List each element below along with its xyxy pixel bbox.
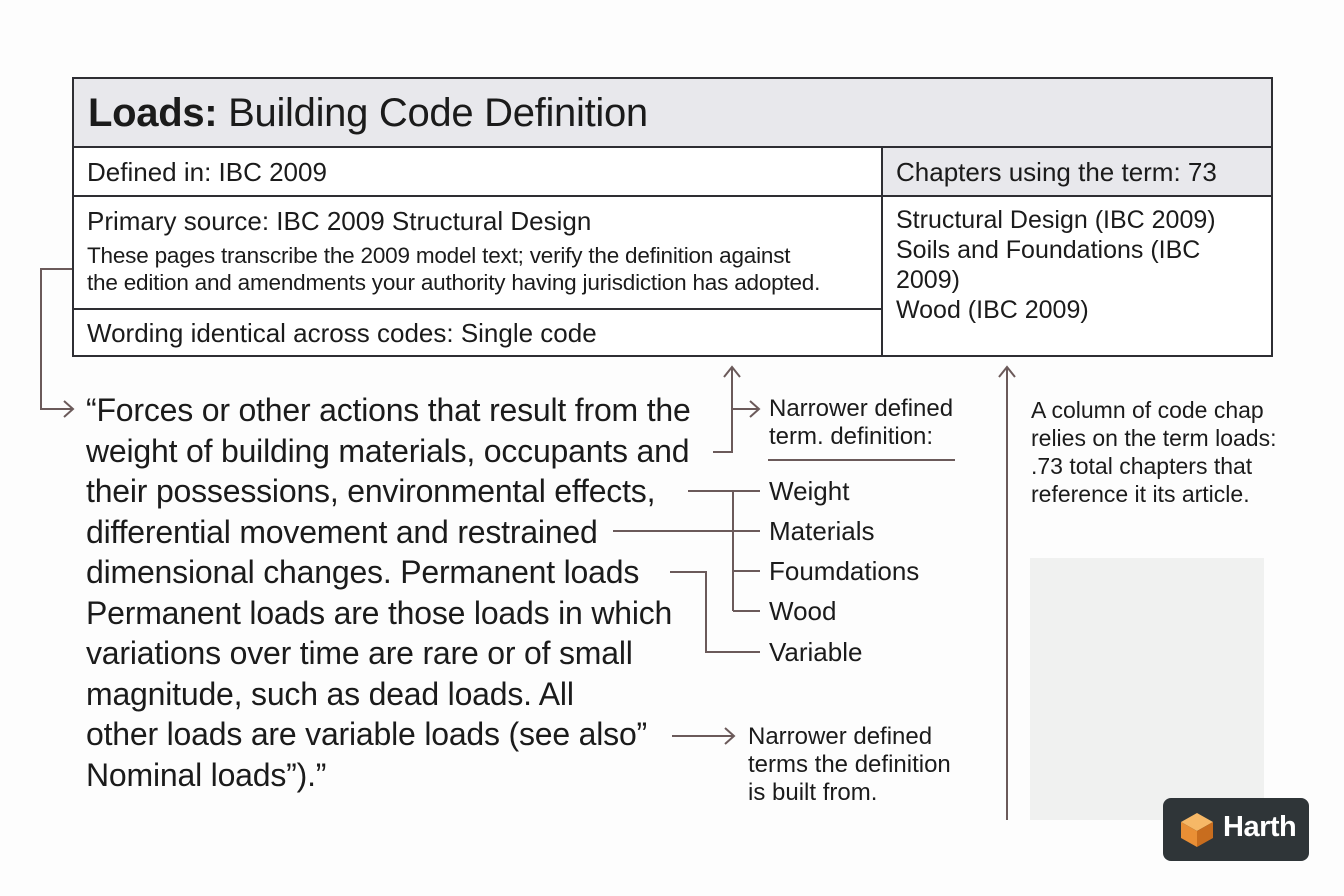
title-term: Loads: — [88, 91, 218, 135]
note-line: These pages transcribe the 2009 model text; verify the definition against — [87, 243, 791, 268]
definition-line: Permanent loads are those loads in which — [86, 594, 673, 631]
chapters-heading: Chapters using the term: 73 — [883, 148, 1271, 197]
narrower-term-wood: Wood — [769, 596, 837, 626]
narrower-term-foundations: Foumdations — [769, 556, 920, 586]
definition-line: magnitude, such as dead loads. All — [86, 675, 574, 712]
defined-in: Defined in: IBC 2009 — [74, 148, 883, 197]
wording-identical: Wording identical across codes: Single code — [87, 318, 597, 348]
definition-line: dimensional changes. Permanent loads — [86, 554, 640, 590]
built-from-line: is built from. — [748, 779, 878, 806]
chapter-item: Structural Design (IBC 2009) — [896, 206, 1216, 234]
title-rest: Building Code Definition — [217, 91, 648, 135]
note-line: the edition and amendments your authority having jurisdiction has adopted. — [87, 270, 821, 295]
side-note-line: relies on the term loads: — [1031, 425, 1277, 451]
side-note-line: reference it its article. — [1031, 481, 1250, 507]
definition-line: variations over time are rare or of small — [86, 635, 633, 671]
definition-line: Nominal loads”).” — [86, 756, 327, 793]
definition-to-card-connector — [713, 368, 732, 452]
logo-text: Harth — [1223, 811, 1297, 843]
chapter-item: Wood (IBC 2009) — [896, 296, 1089, 324]
primary-source: Primary source: IBC 2009 Structural Design — [87, 206, 592, 236]
built-from-line: terms the definition — [748, 751, 951, 778]
narrower-term-weight: Weight — [769, 476, 850, 506]
definition-line: other loads are variable loads (see also” — [86, 716, 648, 752]
side-note-line: A column of code chap — [1031, 397, 1264, 423]
definition-line: weight of building materials, occupants and — [86, 432, 690, 469]
built-from-line: Narrower defined — [748, 723, 933, 750]
chapter-item: Soils and Foundations (IBC 2009) — [896, 236, 1201, 294]
side-note-line: .73 total chapters that — [1031, 453, 1253, 479]
source-to-definition-connector — [41, 269, 72, 409]
definition-line: “Forces or other actions that result from the — [86, 392, 691, 428]
narrower-header-line: term. definition: — [769, 423, 934, 450]
definition-line: their possessions, environmental effects, — [86, 473, 656, 509]
brand-logo — [1163, 798, 1309, 861]
narrower-term-variable: Variable — [769, 637, 863, 667]
narrower-term-materials: Materials — [769, 516, 875, 546]
narrower-header-line: Narrower defined — [769, 395, 954, 422]
house-cube-icon — [1177, 809, 1217, 849]
definition-line: differential movement and restrained — [86, 513, 598, 550]
